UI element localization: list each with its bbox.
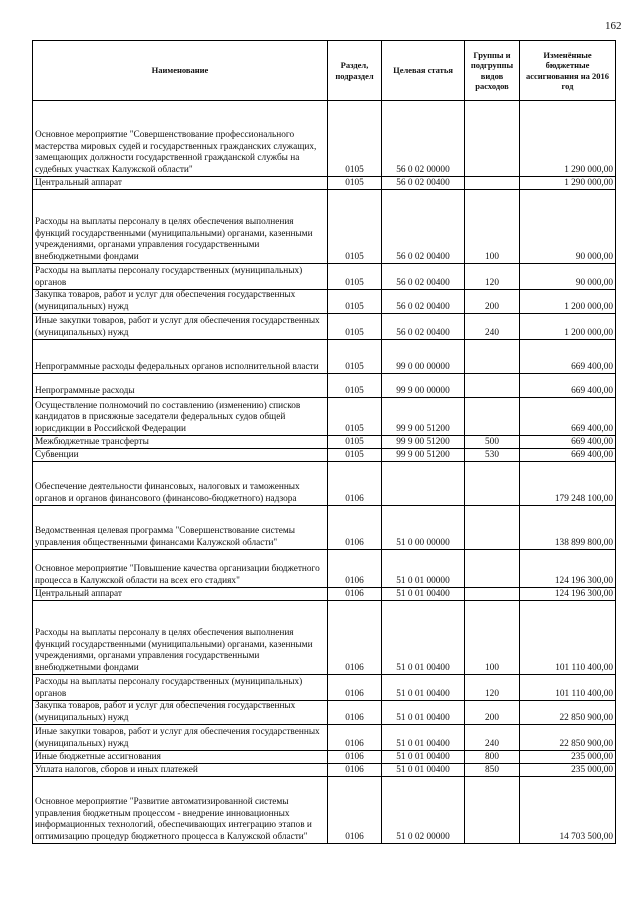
row-amount: 669 400,00 [520, 398, 616, 436]
row-amount: 1 200 000,00 [520, 314, 616, 340]
row-amount: 1 290 000,00 [520, 177, 616, 190]
row-section: 0105 [328, 314, 382, 340]
table-row [33, 374, 616, 398]
row-name: Основное мероприятие "Развитие автоматизированной системы управления бюджетным процессом - внедрение инновационных информационных технологий, обеспечивающих интеграцию этапов и оптимизацию процедур бюджетного процесса в Калужской области" [33, 777, 328, 844]
row-section: 0105 [328, 264, 382, 290]
row-section: 0106 [328, 777, 382, 844]
row-article: 56 0 02 00400 [382, 314, 465, 340]
row-article [382, 462, 465, 506]
header-amount: Изменённые бюджетные ассигнования на 2016 год [520, 41, 616, 101]
budget-table [32, 40, 616, 844]
row-group [465, 462, 520, 506]
table-row [33, 449, 616, 462]
table-row [33, 462, 616, 506]
table-row [33, 751, 616, 764]
table-row [33, 264, 616, 290]
table-row [33, 190, 616, 264]
row-section: 0106 [328, 675, 382, 701]
header-group: Группы и подгруппы видов расходов [465, 41, 520, 101]
row-amount: 1 290 000,00 [520, 101, 616, 177]
row-article: 99 9 00 51200 [382, 398, 465, 436]
row-group: 120 [465, 264, 520, 290]
row-group: 530 [465, 449, 520, 462]
table-row [33, 436, 616, 449]
table-row [33, 506, 616, 550]
row-amount: 22 850 900,00 [520, 725, 616, 751]
row-article: 51 0 01 00400 [382, 675, 465, 701]
row-section: 0106 [328, 550, 382, 588]
row-section: 0106 [328, 506, 382, 550]
row-name: Расходы на выплаты персоналу в целях обеспечения выполнения функций государственными (муниципальными) органами, казенными учреждениями, органами управления государственными внебюджетными фондами [33, 190, 328, 264]
row-name: Осуществление полномочий по составлению (изменению) списков кандидатов в присяжные заседатели федеральных судов общей юрисдикции в Российской Федерации [33, 398, 328, 436]
row-name: Закупка товаров, работ и услуг для обеспечения государственных (муниципальных) нужд [33, 290, 328, 314]
row-name: Центральный аппарат [33, 177, 328, 190]
row-group: 200 [465, 290, 520, 314]
header-section: Раздел, подраздел [328, 41, 382, 101]
row-group: 800 [465, 751, 520, 764]
table-row [33, 398, 616, 436]
row-section: 0105 [328, 190, 382, 264]
row-section: 0105 [328, 374, 382, 398]
row-section: 0105 [328, 177, 382, 190]
row-amount: 138 899 800,00 [520, 506, 616, 550]
row-name: Расходы на выплаты персоналу в целях обеспечения выполнения функций государственными (муниципальными) органами, казенными учреждениями, органами управления государственными внебюджетными фондами [33, 601, 328, 675]
row-name: Основное мероприятие "Повышение качества организации бюджетного процесса в Калужской области на всех его стадиях" [33, 550, 328, 588]
row-group [465, 177, 520, 190]
row-section: 0106 [328, 701, 382, 725]
row-group [465, 550, 520, 588]
row-section: 0106 [328, 588, 382, 601]
table-row [33, 777, 616, 844]
header-row [33, 41, 616, 101]
table-row [33, 588, 616, 601]
row-article: 56 0 02 00400 [382, 290, 465, 314]
row-article: 99 9 00 51200 [382, 449, 465, 462]
row-section: 0106 [328, 725, 382, 751]
row-amount: 124 196 300,00 [520, 588, 616, 601]
row-group [465, 374, 520, 398]
row-section: 0105 [328, 449, 382, 462]
row-amount: 124 196 300,00 [520, 550, 616, 588]
row-name: Расходы на выплаты персоналу государственных (муниципальных) органов [33, 264, 328, 290]
table-body [33, 101, 616, 844]
table-row [33, 701, 616, 725]
row-amount: 669 400,00 [520, 374, 616, 398]
row-name: Центральный аппарат [33, 588, 328, 601]
row-group [465, 777, 520, 844]
row-article: 51 0 01 00400 [382, 588, 465, 601]
row-group: 850 [465, 764, 520, 777]
row-group: 200 [465, 701, 520, 725]
row-name: Закупка товаров, работ и услуг для обеспечения государственных (муниципальных) нужд [33, 701, 328, 725]
row-amount: 669 400,00 [520, 340, 616, 374]
row-section: 0105 [328, 290, 382, 314]
row-amount: 101 110 400,00 [520, 601, 616, 675]
table-row [33, 314, 616, 340]
row-article: 56 0 02 00400 [382, 264, 465, 290]
row-section: 0106 [328, 751, 382, 764]
row-article: 51 0 01 00400 [382, 725, 465, 751]
row-name: Непрограммные расходы федеральных органов исполнительной власти [33, 340, 328, 374]
row-name: Ведомственная целевая программа "Совершенствование системы управления общественными финансами Калужской области" [33, 506, 328, 550]
row-name: Уплата налогов, сборов и иных платежей [33, 764, 328, 777]
table-row [33, 101, 616, 177]
row-amount: 101 110 400,00 [520, 675, 616, 701]
row-name: Основное мероприятие "Совершенствование профессионального мастерства мировых судей и государственных гражданских служащих, замещающих должности государственной гражданской службы на судебных участках Калужской области" [33, 101, 328, 177]
row-name: Непрограммные расходы [33, 374, 328, 398]
row-amount: 235 000,00 [520, 751, 616, 764]
row-group: 240 [465, 725, 520, 751]
row-article: 51 0 01 00400 [382, 751, 465, 764]
page-number: 162 [605, 20, 622, 32]
row-amount: 22 850 900,00 [520, 701, 616, 725]
row-amount: 669 400,00 [520, 449, 616, 462]
header-name: Наименование [33, 41, 328, 101]
row-article: 56 0 02 00400 [382, 190, 465, 264]
row-name: Обеспечение деятельности финансовых, налоговых и таможенных органов и органов финансового (финансово-бюджетного) надзора [33, 462, 328, 506]
row-section: 0106 [328, 601, 382, 675]
row-section: 0105 [328, 340, 382, 374]
table-row [33, 764, 616, 777]
row-group: 120 [465, 675, 520, 701]
row-name: Иные бюджетные ассигнования [33, 751, 328, 764]
table-row [33, 725, 616, 751]
row-group [465, 340, 520, 374]
row-group [465, 506, 520, 550]
row-group [465, 398, 520, 436]
row-article: 99 9 00 00000 [382, 374, 465, 398]
row-section: 0105 [328, 436, 382, 449]
row-amount: 669 400,00 [520, 436, 616, 449]
row-article: 51 0 01 00400 [382, 601, 465, 675]
row-article: 56 0 02 00400 [382, 177, 465, 190]
row-amount: 179 248 100,00 [520, 462, 616, 506]
row-amount: 90 000,00 [520, 264, 616, 290]
row-name: Иные закупки товаров, работ и услуг для обеспечения государственных (муниципальных) нужд [33, 314, 328, 340]
row-name: Иные закупки товаров, работ и услуг для обеспечения государственных (муниципальных) нужд [33, 725, 328, 751]
row-article: 56 0 02 00000 [382, 101, 465, 177]
row-amount: 1 200 000,00 [520, 290, 616, 314]
row-article: 51 0 00 00000 [382, 506, 465, 550]
table-row [33, 601, 616, 675]
table-row [33, 675, 616, 701]
row-name: Субвенции [33, 449, 328, 462]
table-row [33, 290, 616, 314]
row-amount: 235 000,00 [520, 764, 616, 777]
row-section: 0106 [328, 462, 382, 506]
row-article: 51 0 01 00400 [382, 764, 465, 777]
row-group [465, 101, 520, 177]
row-section: 0105 [328, 398, 382, 436]
row-article: 99 0 00 00000 [382, 340, 465, 374]
row-article: 51 0 02 00000 [382, 777, 465, 844]
row-name: Расходы на выплаты персоналу государственных (муниципальных) органов [33, 675, 328, 701]
table-row [33, 177, 616, 190]
row-section: 0106 [328, 764, 382, 777]
row-group: 500 [465, 436, 520, 449]
row-group [465, 588, 520, 601]
row-group: 240 [465, 314, 520, 340]
table-row [33, 340, 616, 374]
row-article: 51 0 01 00000 [382, 550, 465, 588]
table-row [33, 550, 616, 588]
row-group: 100 [465, 601, 520, 675]
row-article: 99 9 00 51200 [382, 436, 465, 449]
header-article: Целевая статья [382, 41, 465, 101]
row-amount: 14 703 500,00 [520, 777, 616, 844]
row-group: 100 [465, 190, 520, 264]
row-name: Межбюджетные трансферты [33, 436, 328, 449]
row-section: 0105 [328, 101, 382, 177]
row-amount: 90 000,00 [520, 190, 616, 264]
row-article: 51 0 01 00400 [382, 701, 465, 725]
